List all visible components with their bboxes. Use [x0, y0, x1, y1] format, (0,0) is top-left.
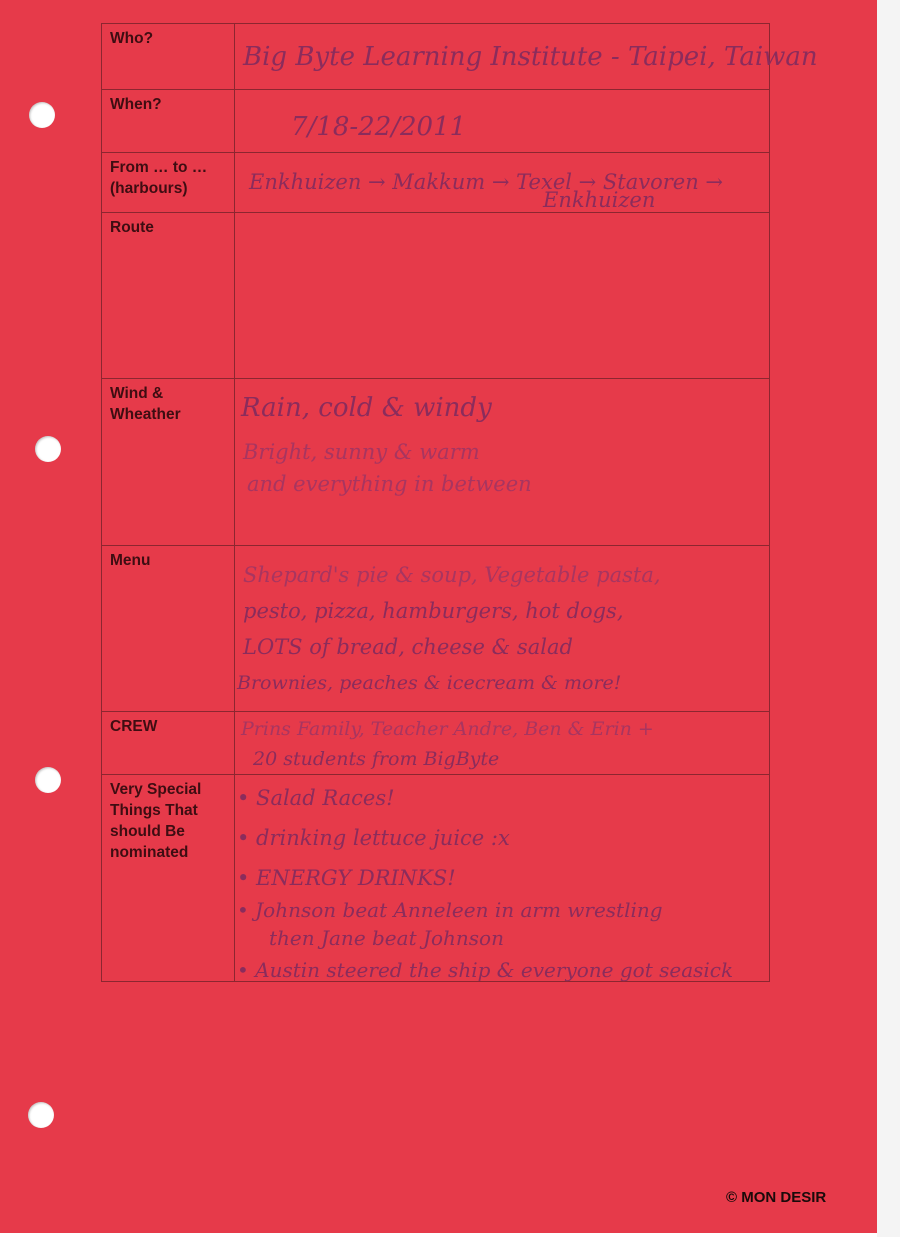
row-who — [102, 24, 770, 90]
label-who: Who? — [102, 24, 235, 90]
label-route: Route — [102, 213, 235, 379]
label-weather: Wind & Wheather — [102, 379, 235, 546]
handwriting-line: pesto, pizza, hamburgers, hot dogs, — [243, 599, 624, 623]
label-menu: Menu — [102, 546, 235, 712]
handwriting-line: then Jane beat Johnson — [269, 926, 504, 950]
row-menu — [102, 546, 770, 712]
handwriting-line: • ENERGY DRINKS! — [237, 866, 456, 890]
punch-hole — [29, 102, 55, 128]
handwriting-line: and everything in between — [247, 472, 532, 496]
punch-hole — [35, 436, 61, 462]
row-harbours — [102, 153, 770, 213]
row-special-things — [102, 775, 770, 982]
handwriting-line: Prins Family, Teacher Andre, Ben & Erin + — [241, 718, 654, 740]
logbook-table — [101, 23, 818, 982]
handwriting-line: • Salad Races! — [237, 786, 395, 810]
row-weather — [102, 379, 770, 546]
handwriting-line: Rain, cold & windy — [241, 393, 492, 423]
row-crew — [102, 712, 770, 775]
handwriting-line: LOTS of bread, cheese & salad — [243, 635, 573, 659]
value-who — [235, 24, 818, 90]
copyright-watermark: © MON DESIR — [726, 1189, 827, 1206]
value-weather — [235, 379, 770, 546]
handwriting-line: Enkhuizen → Makkum → Texel → Stavoren → — [249, 170, 724, 194]
handwriting-line: Shepard's pie & soup, Vegetable pasta, — [243, 563, 661, 587]
punch-hole — [28, 1102, 54, 1128]
handwriting-line: • Johnson beat Anneleen in arm wrestling — [237, 898, 663, 922]
value-crew — [235, 712, 770, 775]
handwriting-line: 20 students from BigByte — [253, 748, 500, 770]
value-harbours — [235, 153, 770, 213]
value-special-things — [235, 775, 770, 982]
punch-hole — [35, 767, 61, 793]
handwriting-line: Brownies, peaches & icecream & more! — [237, 672, 622, 694]
handwriting-line: • Austin steered the ship & everyone got seasick — [237, 958, 734, 982]
handwriting-line: Enkhuizen — [543, 188, 656, 212]
label-harbours: From … to … (harbours) — [102, 153, 235, 213]
row-route — [102, 213, 770, 379]
label-when: When? — [102, 90, 235, 153]
row-when — [102, 90, 770, 153]
label-special-things: Very Special Things That should Be nominated — [102, 775, 235, 982]
handwriting-line: Bright, sunny & warm — [243, 440, 480, 464]
value-route — [235, 213, 770, 379]
scan-edge — [877, 0, 900, 1237]
value-when — [235, 90, 770, 153]
handwriting-line: 7/18-22/2011 — [291, 112, 467, 142]
value-menu — [235, 546, 770, 712]
handwriting-line: • drinking lettuce juice :x — [237, 826, 510, 850]
handwriting-line: Big Byte Learning Institute - Taipei, Taiwan — [243, 42, 818, 72]
label-crew: CREW — [102, 712, 235, 775]
